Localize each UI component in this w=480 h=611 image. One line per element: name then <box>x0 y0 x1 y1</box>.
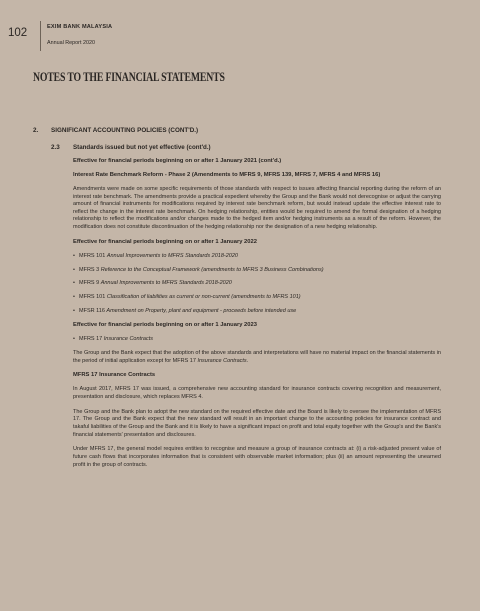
standards-2022-list <box>73 253 441 316</box>
ibor-reform-paragraph: Amendments were made on some specific requirements of those standards with respect to issues affecting financial reporting during the reform of an interest rate benchmark. The amendments provide a practical expedient whereby the Group and the Bank would not derecognise or adjust the carrying amount of financial instruments for modifications required by interest rate benchmark reform, but would instead update the effective interest rate to reflect the change in the interest rate benchmark. On hedging relationship, entities would be required to amend the formal designation of a hedging relationship to reflect the modifications and/or changes made to the hedged item and/or hedging instruments as a result of the reform. However, the modification does not constitute discontinuation of the hedging relationship nor the designation of a new hedging relationship. <box>73 185 441 230</box>
effective-2021-heading: Effective for financial periods beginning on or after 1 January 2021 (cont'd.) <box>73 157 282 164</box>
notes-content <box>73 144 441 476</box>
section-number: 2. <box>33 127 39 134</box>
bullet-icon: • <box>73 294 75 301</box>
adoption-impact-paragraph: The Group and the Bank expect that the adoption of the above standards and interpretations will have no material impact on the financial statements in the period of initial application except for MFRS 17 Insurance Contracts. <box>73 350 441 364</box>
list-item: • MFRS 101 Classification of liabilities as current or non-current (amendments to MFRS 101) <box>73 294 301 301</box>
list-item: • MFRS 3 Reference to the Conceptual Framework (amendments to MFRS 3 Business Combinations) <box>73 266 324 273</box>
page-number: 102 <box>8 27 28 39</box>
bullet-icon: • <box>73 308 75 315</box>
effective-2023-heading: Effective for financial periods beginning on or after 1 January 2023 <box>73 322 257 329</box>
section-title: SIGNIFICANT ACCOUNTING POLICIES (CONT'D.) <box>51 127 199 134</box>
standards-2023-list <box>73 336 441 344</box>
mfrs17-issued-paragraph: In August 2017, MFRS 17 was issued, a comprehensive new accounting standard for insurance contracts covering recognition and measurement, presentation and disclosure, which replaces MFRS 4. <box>73 386 441 400</box>
mfrs17-adoption-paragraph: The Group and the Bank plan to adopt the new standard on the required effective date and the Board is likely to oversee the implementation of MFRS 17. The Group and the Bank expect that the new standard will result in an important change to the accounting policies for insurance contract and takaful liabilities of the Group and the Bank and it is likely to have a significant impact on profit and total equity together with the Group's and the Bank's financial statements' presentation and disclosures. <box>73 408 441 438</box>
list-item: • MFRS 101 Annual Improvements to MFRS Standards 2018-2020 <box>73 252 238 259</box>
mfrs17-heading: MFRS 17 Insurance Contracts <box>73 372 156 379</box>
list-item: • MFRS 17 Insurance Contracts <box>73 336 153 343</box>
page-title: NOTES TO THE FINANCIAL STATEMENTS <box>33 70 225 84</box>
bank-name: EXIM BANK MALAYSIA <box>47 24 113 30</box>
list-item: • MFSR 116 Amendment on Property, plant and equipment - proceeds before intended use <box>73 308 297 315</box>
subsection-title: Standards issued but not yet effective (cont'd.) <box>73 144 211 151</box>
effective-2022-heading: Effective for financial periods beginning on or after 1 January 2022 <box>73 238 257 245</box>
bullet-icon: • <box>73 252 75 259</box>
bullet-icon: • <box>73 336 75 343</box>
list-item: • MFRS 9 Annual Improvements to MFRS Standards 2018-2020 <box>73 280 232 287</box>
subsection-number: 2.3 <box>51 144 60 151</box>
bullet-icon: • <box>73 280 75 287</box>
header-divider <box>40 21 41 51</box>
bullet-icon: • <box>73 266 75 273</box>
ibor-reform-heading: Interest Rate Benchmark Reform - Phase 2 (Amendments to MFRS 9, MFRS 139, MFRS 7, MFRS 4 and MFRS 16) <box>73 171 381 178</box>
mfrs17-general-model-paragraph: Under MFRS 17, the general model requires entities to recognise and measure a group of insurance contracts at: (i) a risk-adjusted present value of future cash flows that incorporates information that is consistent with observable market information; plus (ii) an amount representing the unearned profit in the group of contracts. <box>73 446 441 468</box>
report-year: Annual Report 2020 <box>47 40 95 46</box>
